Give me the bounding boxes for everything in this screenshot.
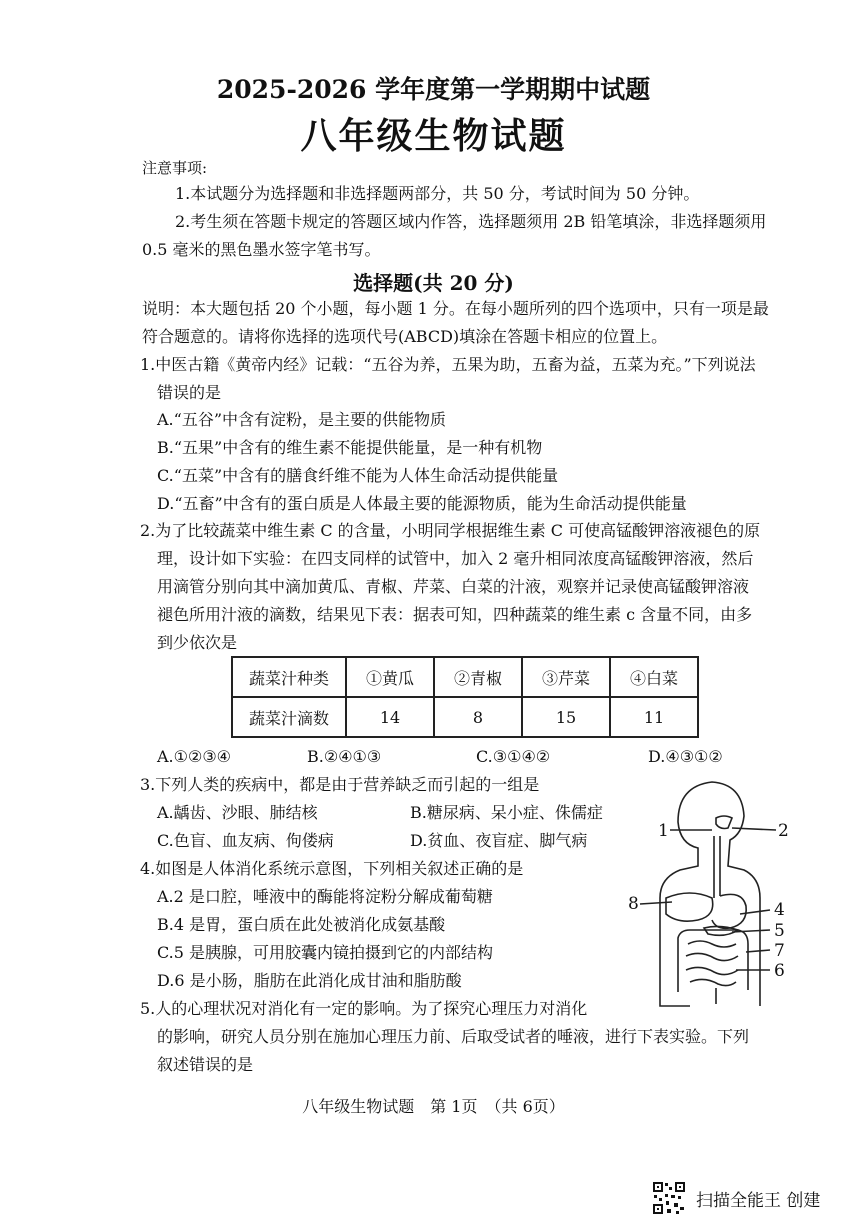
table-cell: 蔬菜汁滴数 [232, 697, 346, 737]
notice-item-1: 1.本试题分为选择题和非选择题两部分，共 50 分，考试时间为 50 分钟。 [175, 184, 700, 203]
q2-stem-line-3: 用滴管分别向其中滴加黄瓜、青椒、芹菜、白菜的汁液，观察并记录使高锰酸钾溶液 [157, 577, 750, 596]
q2-option-d: D.④③①② [648, 747, 723, 766]
notice-item-2-line-1: 2.考生须在答题卡规定的答题区域内作答，选择题须用 2B 铅笔填涂，非选择题须用 [175, 212, 767, 231]
notice-heading: 注意事项: [142, 159, 208, 177]
diagram-label-4: 4 [774, 900, 785, 920]
section-desc-line-2: 符合题意的。请将你选择的选项代号(ABCD)填涂在答题卡相应的位置上。 [142, 327, 668, 346]
table-cell: 14 [346, 697, 434, 737]
q3-stem: 3.下列人类的疾病中，都是由于营养缺乏而引起的一组是 [140, 775, 540, 794]
table-row [232, 697, 698, 737]
q3-option-d: D.贫血、夜盲症、脚气病 [410, 831, 588, 850]
digestive-system-diagram [620, 778, 800, 1008]
q2-stem-line-2: 理，设计如下实验：在四支同样的试管中，加入 2 毫升相同浓度高锰酸钾溶液，然后 [157, 549, 754, 568]
leader-line-7 [746, 950, 770, 952]
diagram-label-6: 6 [774, 961, 785, 981]
table-cell: 11 [610, 697, 698, 737]
table-cell: 8 [434, 697, 522, 737]
q4-option-b: B.4 是胃，蛋白质在此处被消化成氨基酸 [157, 915, 446, 934]
table-row [232, 657, 698, 697]
q1-option-d: D.“五畜”中含有的蛋白质是人体最主要的能源物质，能为生命活动提供能量 [157, 494, 687, 513]
table-cell: 15 [522, 697, 610, 737]
vegetable-juice-table [231, 656, 699, 738]
section-title: 选择题(共 20 分) [353, 271, 514, 295]
diagram-label-1: 1 [658, 821, 669, 841]
diagram-label-5: 5 [774, 921, 785, 941]
exam-title-subject: 八年级生物试题 [300, 115, 567, 157]
leader-line-2 [732, 828, 776, 830]
notice-item-2-line-2: 0.5 毫米的黑色墨水签字笔书写。 [142, 240, 381, 259]
q4-option-d: D.6 是小肠，脂肪在此消化成甘油和脂肪酸 [157, 971, 462, 990]
stomach-shape [712, 894, 746, 928]
exam-title-year: 2025-2026 学年度第一学期期中试题 [216, 75, 651, 104]
q2-option-b: B.②④①③ [307, 747, 382, 766]
q3-option-a: A.龋齿、沙眼、肺结核 [157, 803, 318, 822]
small-intestine-shape [686, 941, 738, 986]
mouth-shape [716, 816, 732, 829]
q4-option-a: A.2 是口腔，唾液中的酶能将淀粉分解成葡萄糖 [157, 887, 493, 906]
liver-shape [666, 893, 713, 921]
table-cell: ④白菜 [610, 657, 698, 697]
scanner-watermark [652, 1180, 820, 1216]
diagram-label-7: 7 [774, 941, 785, 961]
q1-option-c: C.“五菜”中含有的膳食纤维不能为人体生命活动提供能量 [157, 466, 559, 485]
q5-stem-line-1: 5.人的心理状况对消化有一定的影响。为了探究心理压力对消化 [140, 999, 588, 1018]
q5-stem-line-2: 的影响，研究人员分别在施加心理压力前、后取受试者的唾液，进行下表实验。下列 [157, 1027, 750, 1046]
q4-option-c: C.5 是胰腺，可用胶囊内镜拍摄到它的内部结构 [157, 943, 494, 962]
q2-option-a: A.①②③④ [157, 747, 232, 766]
q3-option-c: C.色盲、血友病、佝偻病 [157, 831, 334, 850]
q4-stem: 4.如图是人体消化系统示意图，下列相关叙述正确的是 [140, 859, 524, 878]
q1-option-b: B.“五果”中含有的维生素不能提供能量，是一种有机物 [157, 438, 543, 457]
q2-stem-line-1: 2.为了比较蔬菜中维生素 C 的含量，小明同学根据维生素 C 可使高锰酸钾溶液褪色的原 [140, 521, 761, 540]
leader-line-4 [740, 910, 770, 914]
body-outline [660, 782, 760, 1006]
diagram-label-2: 2 [778, 821, 789, 841]
section-desc-line-1: 说明：本大题包括 20 个小题，每小题 1 分。在每小题所列的四个选项中，只有一项是最 [142, 299, 769, 318]
scanner-watermark-text: 扫描全能王 创建 [696, 1190, 821, 1211]
q3-option-b: B.糖尿病、呆小症、侏儒症 [410, 803, 603, 822]
q2-stem-line-5: 到少依次是 [157, 633, 238, 652]
q1-stem-line-1: 1.中医古籍《黄帝内经》记载：“五谷为养，五果为助，五畜为益，五菜为充。”下列说法 [140, 355, 756, 374]
q2-option-c: C.③①④② [476, 747, 551, 766]
qr-code-icon [652, 1181, 686, 1215]
table-cell: ①黄瓜 [346, 657, 434, 697]
table-cell: ③芹菜 [522, 657, 610, 697]
large-intestine-shape [678, 930, 748, 992]
table-cell: ②青椒 [434, 657, 522, 697]
leader-line-8 [640, 902, 672, 904]
q1-stem-line-2: 错误的是 [157, 383, 222, 402]
diagram-label-8: 8 [628, 894, 639, 914]
q5-stem-line-3: 叙述错误的是 [157, 1055, 254, 1074]
table-cell: 蔬菜汁种类 [232, 657, 346, 697]
q2-stem-line-4: 褪色所用汁液的滴数，结果见下表：据表可知，四种蔬菜的维生素 c 含量不同，由多 [157, 605, 753, 624]
page-footer: 八年级生物试题 第 1页 （共 6页） [302, 1097, 565, 1116]
q1-option-a: A.“五谷”中含有淀粉，是主要的供能物质 [157, 410, 447, 429]
